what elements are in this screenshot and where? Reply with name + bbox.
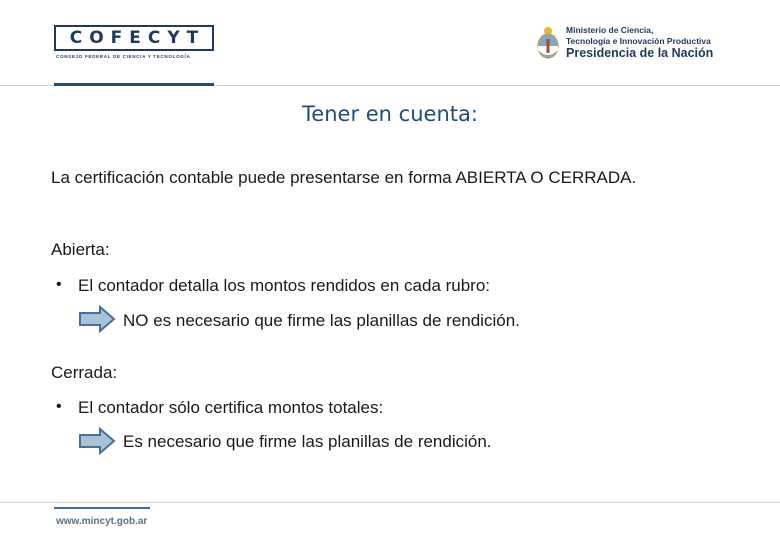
ministry-line-1: Ministerio de Ciencia,	[566, 25, 654, 35]
header-accent-bar	[54, 83, 214, 86]
footer-divider	[0, 502, 780, 503]
intro-paragraph: La certificación contable puede presentarse en forma ABIERTA O CERRADA.	[51, 168, 637, 187]
bullet-icon: •	[56, 398, 62, 415]
slide-title: Tener en cuenta:	[302, 102, 478, 126]
result-text-abierta: NO es necesario que firme las planillas de rendición.	[123, 311, 520, 330]
bullet-icon: •	[56, 276, 62, 293]
result-text-cerrada: Es necesario que firme las planillas de rendición.	[123, 432, 492, 451]
bullet-text-cerrada: El contador sólo certifica montos totales:	[78, 398, 384, 417]
cofecyt-logo	[54, 25, 214, 51]
footer-accent-bar	[54, 507, 150, 509]
cofecyt-logo-text: COFECYT	[69, 28, 206, 48]
ministry-line-2: Tecnología e Innovación Productiva	[566, 35, 711, 46]
bullet-text-abierta: El contador detalla los montos rendidos en cada rubro:	[78, 276, 491, 295]
footer-url: www.mincyt.gob.ar	[56, 516, 148, 527]
ministry-logo	[566, 26, 713, 60]
right-arrow-icon	[78, 305, 116, 333]
ministry-line-3: Presidencia de la Nación	[566, 46, 714, 60]
right-arrow-icon	[78, 427, 116, 455]
argentina-crest-icon	[536, 26, 560, 60]
section-heading-abierta: Abierta:	[51, 240, 110, 259]
cofecyt-logo-subtitle: CONSEJO FEDERAL DE CIENCIA Y TECNOLOGÍA	[56, 54, 191, 59]
section-heading-cerrada: Cerrada:	[51, 363, 118, 382]
